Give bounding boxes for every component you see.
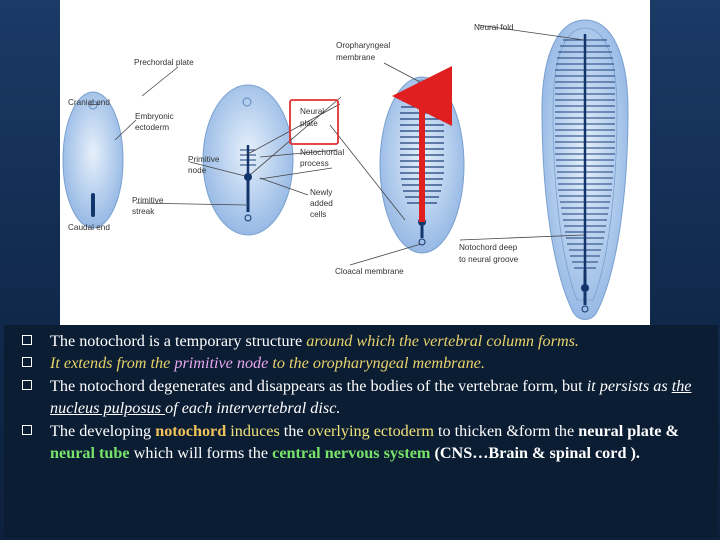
bullet-box-icon xyxy=(22,335,32,345)
label-neural-plate-2: plate xyxy=(300,119,318,128)
bullet-box-icon xyxy=(22,357,32,367)
bullet-4-text-d: induces xyxy=(230,421,280,440)
label-newly-1: Newly xyxy=(310,188,333,197)
embryo-stage-4 xyxy=(542,20,628,320)
bullet-4-text-i: neural tube xyxy=(50,444,130,463)
bullet-4-text-f: overlying ectoderm xyxy=(307,421,434,440)
label-cranial-end: Cranial end xyxy=(68,98,110,107)
bullet-3-text-c: the nucleus pulposus xyxy=(50,376,692,418)
bullet-list xyxy=(18,330,712,464)
bullet-1-text-b: around which the vertebral column forms. xyxy=(306,332,579,350)
label-notochordal-2: process xyxy=(300,159,329,168)
label-neural-plate-1: Neural xyxy=(300,107,325,116)
label-cloacal-membrane: Cloacal membrane xyxy=(335,267,404,276)
label-primitive-node-2: node xyxy=(188,166,207,175)
label-prechordal-plate: Prechordal plate xyxy=(134,58,194,67)
label-primitive-node-1: Primitive xyxy=(188,155,220,164)
embryo-diagram xyxy=(60,0,650,325)
label-notochordal-1: Notochordal xyxy=(300,148,345,157)
bullet-1 xyxy=(18,330,712,352)
bullet-4-text-m: (CNS…Brain & spinal cord ). xyxy=(434,444,640,463)
bullet-2-text-a: It extends from the xyxy=(50,354,175,373)
label-embryonic-1: Embryonic xyxy=(135,112,174,121)
bullet-3-text-d: of each intervertebral disc. xyxy=(165,399,341,418)
label-primitive-streak-1: Primitive xyxy=(132,196,164,205)
bullet-4-text-g: to thicken &form the xyxy=(433,421,579,440)
embryo-stage-1 xyxy=(63,92,123,228)
label-primitive-streak-2: streak xyxy=(132,207,155,216)
bullet-2 xyxy=(18,352,712,374)
label-notochord-deep-1: Notochord deep xyxy=(459,243,518,252)
bullet-1-text-a: The notochord is a temporary structure xyxy=(50,332,307,350)
label-caudal-end: Caudal end xyxy=(68,223,110,232)
bullet-4-text-k: central nervous system xyxy=(272,444,431,463)
embryo-figure xyxy=(60,0,650,325)
embryo-stage-3 xyxy=(380,77,464,253)
bullet-3-text-b: it persists as xyxy=(586,376,672,395)
bullet-3-text-a: The notochord degenerates and disappears as the bodies of the vertebrae form, but xyxy=(50,376,587,395)
label-newly-3: cells xyxy=(310,210,327,219)
bullet-4-text-j: which will forms the xyxy=(129,444,273,463)
bullet-box-icon xyxy=(22,380,32,390)
label-neural-fold: Neural fold xyxy=(474,23,514,32)
bullet-4-text-b: notochord xyxy=(155,421,227,440)
bullet-4 xyxy=(18,420,712,465)
bullet-4-text-a: The developing xyxy=(50,421,156,440)
label-oropharyngeal-2: membrane xyxy=(336,53,376,62)
bullet-2-text-b: primitive node xyxy=(174,354,269,373)
bullet-2-text-c: to the oropharyngeal membrane. xyxy=(268,354,485,373)
bullet-4-text-e: the xyxy=(279,421,308,440)
label-newly-2: added xyxy=(310,199,333,208)
bullet-4-text-h: neural plate & xyxy=(578,421,679,440)
bullet-box-icon xyxy=(22,425,32,435)
bullet-3 xyxy=(18,375,712,420)
label-embryonic-2: ectoderm xyxy=(135,123,170,132)
label-notochord-deep-2: to neural groove xyxy=(459,255,519,264)
label-oropharyngeal-1: Oropharyngeal xyxy=(336,41,391,50)
